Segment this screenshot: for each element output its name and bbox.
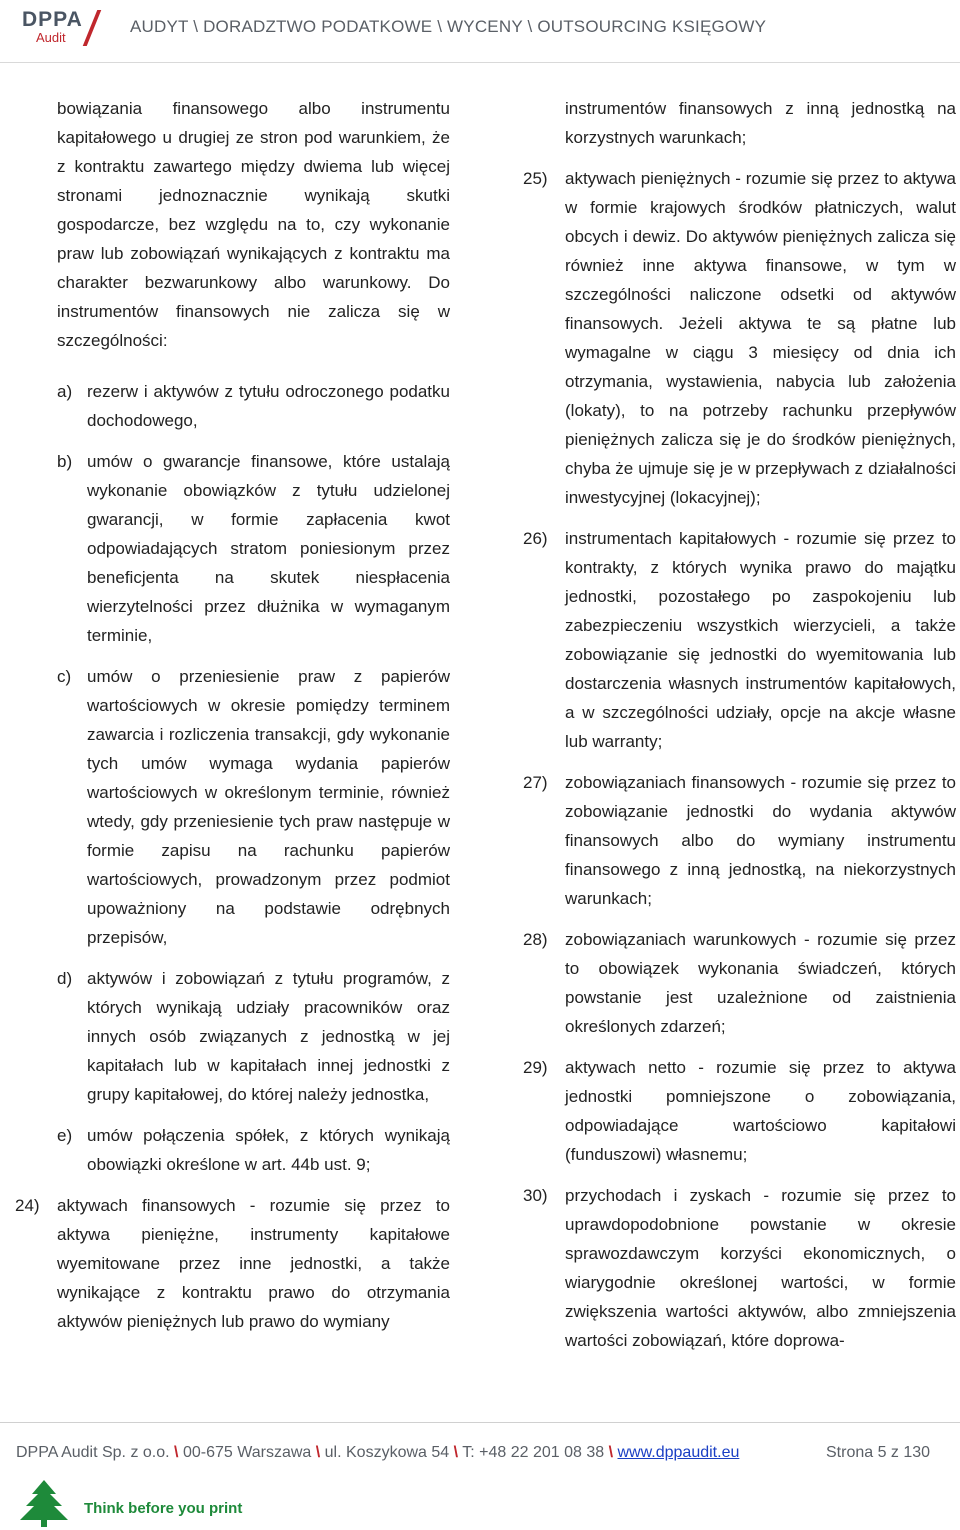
tree-icon bbox=[14, 1478, 74, 1528]
list-item bbox=[523, 925, 956, 1041]
item-label: 27) bbox=[523, 773, 548, 792]
list-item bbox=[57, 377, 450, 435]
website-link[interactable]: www.dppaudit.eu bbox=[617, 1444, 740, 1461]
item-text: aktywach finansowych - rozumie się przez to aktywa pieniężne, instrumenty kapitałowe wyemitowane przez inne jednostki, a także wynikające z kontraktu prawo do otrzymania aktywów pieniężnych lub prawo do wymiany bbox=[57, 1196, 450, 1331]
item-text: umów połączenia spółek, z których wynikają obowiązki określone w art. 44b ust. 9; bbox=[87, 1126, 450, 1174]
item-label: 25) bbox=[523, 169, 548, 188]
item-text: przychodach i zyskach - rozumie się przez to uprawdopodobnione powstanie w okresie sprawozdawczym korzyści ekonomicznych, o wiarygodnie określonej wartości, w formie zwiększenia wartości aktywów, albo zmniejszenia wartości zobowiązań, które doprowa- bbox=[565, 1186, 956, 1350]
item-text: umów o przeniesienie praw z papierów wartościowych w okresie pomiędzy terminem zawarcia i rozliczenia transakcji, gdy wykonanie tych umów wymaga wydania papierów wartościowych w określonym terminie, również wtedy, gdy przeniesienie tych praw następuje w formie zapisu na rachunku papierów wartościowych, prowadzonym przez podmiot upoważniony na podstawie odrębnych przepisów, bbox=[87, 667, 450, 947]
item-label: 26) bbox=[523, 529, 548, 548]
dppa-logo bbox=[22, 8, 102, 48]
left-column bbox=[15, 94, 450, 1336]
item-label: e) bbox=[57, 1126, 73, 1145]
page-header bbox=[0, 0, 960, 62]
list-item bbox=[57, 964, 450, 1109]
separator-icon: \ bbox=[453, 1444, 459, 1461]
item-text: instrumentach kapitałowych - rozumie się przez to kontrakty, z których wynika prawo do majątku jednostki, pozostałego po zaspokojeniu lub zabezpieczeniu wszystkich wierzycieli, a także zobowiązanie się jednostki do wyemitowania lub dostarczenia własnych instrumentów kapitałowych, a w szczególności udziały, opcje na akcje własne lub warranty; bbox=[565, 529, 956, 751]
item-label: 29) bbox=[523, 1058, 548, 1077]
page-footer bbox=[16, 1444, 931, 1462]
item-label: a) bbox=[57, 382, 73, 401]
list-item bbox=[523, 768, 956, 913]
left-intro: bowiązania finansowego albo instrumentu kapitałowego u drugiej ze stron pod warunkiem, że z kontraktu zawartego między dwiema lub więcej stronami jednoznacznie wynikają skutki gospodarcze, bez względu na to, czy wykonanie praw lub zobowiązań wynikających z kontraktu ma charakter bezwarunkowy albo warunkowy. Do instrumentów finansowych nie zalicza się w szczególności: bbox=[57, 99, 450, 350]
item-text: zobowiązaniach finansowych - rozumie się przez to zobowiązanie jednostki do wydania aktywów finansowych albo do wymiany instrumentu finansowego z inną jednostką, na niekorzystnych warunkach; bbox=[565, 773, 956, 908]
item-text: zobowiązaniach warunkowych - rozumie się przez to obowiązek wykonania świadczeń, których powstanie jest uzależnione od zaistnienia określonych zdarzeń; bbox=[565, 930, 956, 1036]
logo-slash-icon bbox=[83, 10, 102, 46]
footer-street: ul. Koszykowa 54 bbox=[324, 1444, 450, 1461]
list-item bbox=[523, 1053, 956, 1169]
list-item bbox=[15, 1191, 450, 1336]
list-item bbox=[57, 1121, 450, 1179]
separator-icon: \ bbox=[315, 1444, 321, 1461]
separator-icon: \ bbox=[608, 1444, 614, 1461]
item-text: aktywów i zobowiązań z tytułu programów, z których wynikają udziały pracowników oraz innych osób związanych z jednostką w jej kapitałach lub w kapitałach innej jednostki z grupy kapitałowej, do której należy jednostka, bbox=[87, 969, 450, 1104]
page-number: Strona 5 z 130 bbox=[826, 1444, 931, 1461]
item-label: 28) bbox=[523, 930, 548, 949]
separator-icon: \ bbox=[174, 1444, 179, 1461]
footer-phone: T: +48 22 201 08 38 bbox=[462, 1444, 605, 1461]
item-label: 24) bbox=[15, 1196, 40, 1215]
footer-address: 00-675 Warszawa bbox=[182, 1444, 312, 1461]
list-item bbox=[523, 1181, 956, 1355]
right-column bbox=[523, 94, 956, 1355]
header-nav: AUDYT \ DORADZTWO PODATKOWE \ WYCENY \ OUTSOURCING KSIĘGOWY bbox=[130, 17, 767, 36]
list-item bbox=[523, 524, 956, 756]
item-label: d) bbox=[57, 969, 73, 988]
logo-sub: Audit bbox=[36, 30, 66, 45]
list-item bbox=[57, 662, 450, 952]
item-text: umów o gwarancje finansowe, które ustalają wykonanie obowiązków z tytułu udzielonej gwarancji, w formie zapłacenia kwot odpowiadających stratom poniesionym przez beneficjenta na skutek niespłacenia wierzytelności przez dłużnika w wymaganym terminie, bbox=[87, 452, 450, 645]
logo-main: DPPA bbox=[22, 8, 83, 31]
item-label: 30) bbox=[523, 1186, 548, 1205]
footer-company: DPPA Audit Sp. z o.o. bbox=[16, 1444, 170, 1461]
item-text: aktywach pieniężnych - rozumie się przez to aktywa w formie krajowych środków płatniczych, walut obcych i dewiz. Do aktywów pieniężnych zalicza się również inne aktywa finansowe, w tym w szczególności naliczone odsetki od aktywów finansowych. Jeżeli aktywa te są płatne lub wymagalne w ciągu 3 miesięcy od dnia ich otrzymania, wystawienia, nabycia lub założenia (lokaty), to na potrzeby rachunku przepływów pieniężnych zalicza się je do środków pieniężnych, chyba że ujmuje się je w przepływach z działalności inwestycyjnej (lokacyjnej); bbox=[565, 169, 956, 507]
item-text: rezerw i aktywów z tytułu odroczonego podatku dochodowego, bbox=[87, 382, 450, 430]
item-label: b) bbox=[57, 452, 73, 471]
footer-divider bbox=[0, 1422, 960, 1423]
right-intro: instrumentów finansowych z inną jednostką na korzystnych warunkach; bbox=[565, 99, 956, 147]
list-item bbox=[523, 164, 956, 512]
header-divider bbox=[0, 62, 960, 63]
list-item bbox=[57, 447, 450, 650]
footer-slogan: Think before you print bbox=[84, 1500, 243, 1517]
item-label: c) bbox=[57, 667, 72, 686]
item-text: aktywach netto - rozumie się przez to aktywa jednostki pomniejszone o zobowiązania, odpowiadające wartościowo kapitałowi (funduszowi) własnemu; bbox=[565, 1058, 956, 1164]
